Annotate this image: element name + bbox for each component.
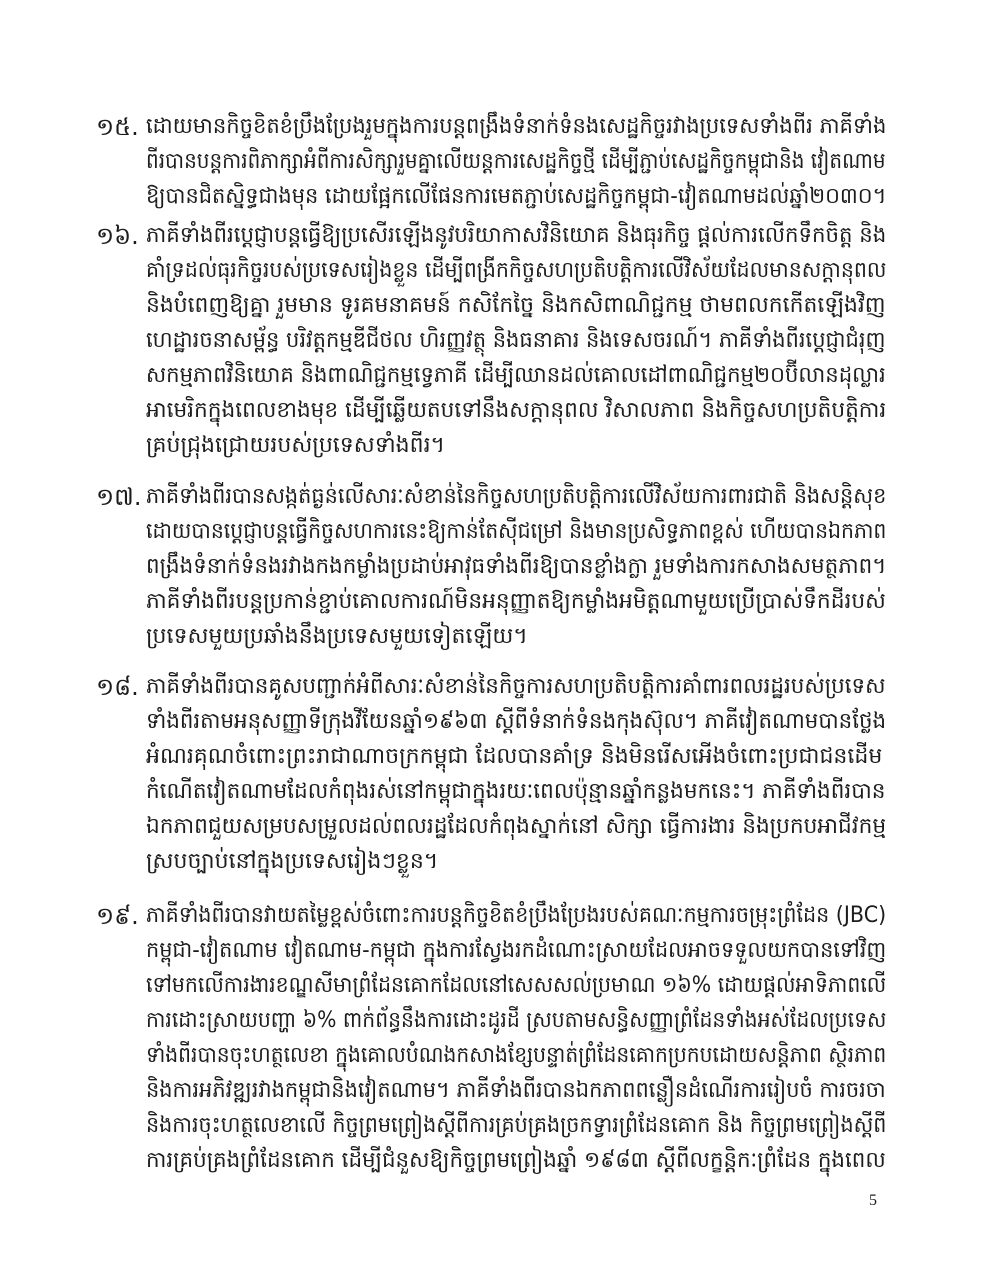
paragraph-line: ការដោះស្រាយបញ្ហា ៦% ពាក់ព័ន្ធនឹងការដោះដូរដី ស្របតាមសន្ធិសញ្ញាព្រំដែនទាំងអស់ដែលប្រទេស — [146, 1008, 887, 1033]
paragraph-line: ភាគីទាំងពីរប្តេជ្ញាបន្តធ្វើឱ្យប្រសើរឡើងនូវបរិយាកាសវិនិយោគ និងធុរកិច្ច ផ្តល់ការលើកទឹកចិត្ត និង — [146, 223, 887, 248]
paragraph-line: ស្របច្បាប់នៅក្នុងប្រទេសរៀងៗខ្លួន។ — [146, 849, 439, 874]
paragraph-line: សកម្មភាពវិនិយោគ និងពាណិជ្ជកម្មទ្វេភាគី ដើម្បីឈានដល់គោលដៅពាណិជ្ជកម្ម២០ប៊ីលានដុល្លារ — [146, 363, 886, 388]
paragraph-line: ពង្រឹងទំនាក់ទំនងរវាងកងកម្លាំងប្រដាប់អាវុធទាំងពីរឱ្យបានខ្លាំងក្លា រួមទាំងការកសាងសមត្ថភាព។ — [146, 554, 887, 579]
page-number: 5 — [869, 1192, 877, 1209]
paragraph-line: គ្រប់ជ្រុងជ្រោយរបស់ប្រទេសទាំងពីរ។ — [146, 433, 446, 458]
paragraph-line: ដោយបានប្តេជ្ញាបន្តធ្វើកិច្ចសហការនេះឱ្យកាន់តែស៊ីជម្រៅ និងមានប្រសិទ្ធភាពខ្ពស់ ហើយបានឯកភាព — [146, 519, 887, 544]
paragraph-number: ១៩. — [96, 902, 139, 930]
paragraph-line: គាំទ្រដល់ធុរកិច្ចរបស់ប្រទេសរៀងខ្លួន ដើម្បីពង្រីកកិច្ចសហប្រតិបត្តិការលើវិស័យដែលមានសក្តានុពល — [146, 258, 887, 283]
paragraph-line: និងបំពេញឱ្យគ្នា រួមមាន ទូរគមនាគមន៍ កសិកែច្នៃ និងកសិពាណិជ្ជកម្ម ថាមពលកកើតឡើងវិញ — [146, 293, 886, 318]
paragraph-line: ហេដ្ឋារចនាសម្ព័ន្ធ បរិវត្តកម្មឌីជីថល ហិរញ្ញវត្ថុ និងធនាគារ និងទេសចរណ៍។ ភាគីទាំងពីរប្តេជ្ញាជំរុញ — [146, 328, 886, 353]
paragraph-line: ភាគីទាំងពីរបានវាយតម្លៃខ្ពស់ចំពោះការបន្តកិច្ចខិតខំប្រឹងប្រែងរបស់គណៈកម្មការចម្រុះព្រំដែន (JBC) — [146, 903, 887, 928]
paragraph-line: ទាំងពីរតាមអនុសញ្ញាទីក្រុងវីយែនឆ្នាំ១៩៦៣ ស្តីពីទំនាក់ទំនងកុងស៊ុល។ ភាគីវៀតណាមបានថ្លែង — [146, 709, 887, 734]
paragraph-line: កំណើតវៀតណាមដែលកំពុងរស់នៅកម្ពុជាក្នុងរយៈពេលប៉ុន្មានឆ្នាំកន្លងមកនេះ។ ភាគីទាំងពីរបាន — [146, 779, 886, 804]
paragraph-line: ឯកភាពជួយសម្របសម្រួលដល់ពលរដ្ឋដែលកំពុងស្នាក់នៅ សិក្សា ធ្វើការងារ និងប្រកបអាជីវកម្ម — [146, 814, 887, 839]
paragraph-line: អាមេរិកក្នុងពេលខាងមុខ ដើម្បីឆ្លើយតបទៅនឹងសក្តានុពល វិសាលភាព និងកិច្ចសហប្រតិបត្តិការ — [146, 398, 887, 423]
paragraph-number: ១៧. — [96, 483, 142, 511]
paragraph-number: ១៥. — [96, 113, 139, 141]
paragraph-line: ប្រទេសមួយប្រឆាំងនឹងប្រទេសមួយទៀតឡើយ។ — [146, 624, 528, 649]
paragraph-line: ភាគីទាំងពីរបានគូសបញ្ជាក់អំពីសារៈសំខាន់នៃកិច្ចការសហប្រតិបត្តិការគាំពារពលរដ្ឋរបស់ប្រទេស — [146, 674, 886, 699]
paragraph-line: អំណរគុណចំពោះព្រះរាជាណាចក្រកម្ពុជា ដែលបានគាំទ្រ និងមិនរើសអើងចំពោះប្រជាជនដើម — [146, 744, 883, 769]
paragraph-line: ពីរបានបន្តការពិភាក្សាអំពីការសិក្សារួមគ្នាលើយន្តការសេដ្ឋកិច្ចថ្មី ដើម្បីភ្ជាប់សេដ្ឋកិច្ចកម្ពុជានិង វៀតណាម — [146, 149, 886, 174]
paragraph-line: ភាគីទាំងពីរបន្តប្រកាន់ខ្ជាប់គោលការណ៍មិនអនុញ្ញាតឱ្យកម្លាំងអមិត្តណាមួយប្រើប្រាស់ទឹកដីរបស់ — [146, 589, 886, 614]
paragraph-line: ការគ្រប់គ្រងព្រំដែនគោក ដើម្បីជំនួសឱ្យកិច្ចព្រមព្រៀងឆ្នាំ ១៩៨៣ ស្តីពីលក្ខន្តិកៈព្រំដែន ក្នុងពេល — [146, 1148, 886, 1173]
paragraph-number: ១៨. — [96, 673, 139, 701]
paragraph-line: ដោយមានកិច្ចខិតខំប្រឹងប្រែងរួមក្នុងការបន្តពង្រឹងទំនាក់ទំនងសេដ្ឋកិច្ចរវាងប្រទេសទាំងពីរ ភាគីទាំង — [146, 114, 887, 139]
paragraph-number: ១៦. — [96, 222, 139, 250]
paragraph-line: ទាំងពីរបានចុះហត្ថលេខា ក្នុងគោលបំណងកសាងខ្សែបន្ទាត់ព្រំដែនគោកប្រកបដោយសន្តិភាព ស្ថិរភាព — [146, 1043, 887, 1068]
paragraph-line: កម្ពុជា-វៀតណាម វៀតណាម-កម្ពុជា ក្នុងការស្វែងរកដំណោះស្រាយដែលអាចទទួលយកបានទៅវិញ — [146, 938, 887, 963]
paragraph-line: និងការអភិវឌ្ឍរវាងកម្ពុជានិងវៀតណាម។ ភាគីទាំងពីរបានឯកភាពពន្លឿនដំណើរការរៀបចំ ការចរចា — [146, 1078, 886, 1103]
paragraph-line: និងការចុះហត្ថលេខាលើ កិច្ចព្រមព្រៀងស្តីពីការគ្រប់គ្រងច្រកទ្វារព្រំដែនគោក និង កិច្ចព្រមព្រៀងស្តីពី — [146, 1113, 887, 1138]
paragraph-line: ភាគីទាំងពីរបានសង្កត់ធ្ងន់លើសារៈសំខាន់នៃកិច្ចសហប្រតិបត្តិការលើវិស័យការពារជាតិ និងសន្តិសុខ — [146, 484, 887, 509]
paragraph-line: ទៅមកលើការងារខណ្ឌសីមាព្រំដែនគោកដែលនៅសេសសល់ប្រមាណ ១៦% ដោយផ្តល់អាទិភាពលើ — [146, 973, 887, 998]
paragraph-line: ឱ្យបានជិតស្និទ្ធជាងមុន ដោយផ្អែកលើផែនការមេតភ្ជាប់សេដ្ឋកិច្ចកម្ពុជា-វៀតណាមដល់ឆ្នាំ២០៣០។ — [146, 184, 887, 209]
